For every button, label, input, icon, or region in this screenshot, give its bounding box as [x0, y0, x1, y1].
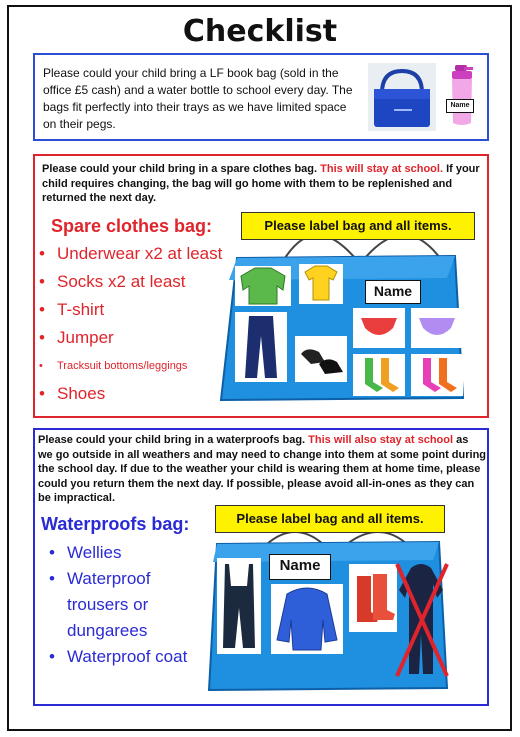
spare-bag-label-banner: Please label bag and all items. [241, 212, 475, 240]
list-item: • Waterproof trousers or dungarees [47, 566, 207, 644]
spare-clothes-section [33, 154, 489, 418]
spare-clothes-bag-image [215, 218, 475, 404]
book-bag-section [33, 53, 489, 141]
jumper-icon [235, 266, 291, 306]
waterproofs-section [33, 428, 489, 706]
list-item: • T-shirt [37, 299, 222, 327]
waterproofs-highlight: This will also stay at school [308, 434, 454, 446]
waterproof-trousers-icon [217, 558, 261, 654]
t-shirt-icon [299, 264, 343, 304]
waterproofs-intro: Please could your child bring in a waterproofs bag. This will also stay at school as we go outside in all weathers and may need to change into them at some point during the school day. If due to the weather your child is wearing them at home time, please could you return them the next day. If possible, please avoid all-in-ones as they can be impractical. [38, 434, 487, 505]
spare-bag-name-label: Name [365, 280, 421, 304]
page-title: Checklist [182, 14, 338, 49]
waterproofs-bag-name-label: Name [269, 554, 331, 580]
list-item: • Socks x2 at least [37, 271, 222, 299]
waterproofs-bag-image [207, 524, 453, 694]
list-item: • Waterproof coat [47, 644, 207, 670]
spare-clothes-intro: Please could your child bring in a spare clothes bag. This will stay at school. If your child requires changing, the bag will go home with them to be replenished and returned the next day. [42, 163, 480, 204]
book-bag-text: Please could your child bring a LF book bag (sold in the office £5 cash) and a water bottle to school every day. The bags fit perfectly into their trays as we have limited space on their pegs. [43, 66, 353, 131]
waterproofs-list [47, 540, 207, 670]
shoes-icon [295, 336, 347, 382]
waterproof-coat-icon [271, 584, 343, 654]
list-item: • Wellies [47, 540, 207, 566]
waterproofs-bag-label-banner: Please label bag and all items. [215, 505, 445, 533]
spare-clothes-highlight: This will stay at school. [320, 163, 444, 175]
list-item: • Shoes [37, 383, 222, 411]
spare-clothes-heading: Spare clothes bag: [51, 216, 213, 236]
list-item: • Underwear x2 at least [37, 243, 222, 271]
book-bag-image [368, 63, 436, 131]
trousers-icon [235, 312, 287, 382]
water-bottle-image [447, 63, 477, 127]
bottle-name-label: Name [446, 99, 474, 113]
waterproofs-heading: Waterproofs bag: [41, 514, 190, 534]
wellies-icon [349, 564, 397, 632]
list-item: • Tracksuit bottoms/leggings [37, 355, 222, 383]
list-item: • Jumper [37, 327, 222, 355]
spare-clothes-list [37, 243, 222, 411]
